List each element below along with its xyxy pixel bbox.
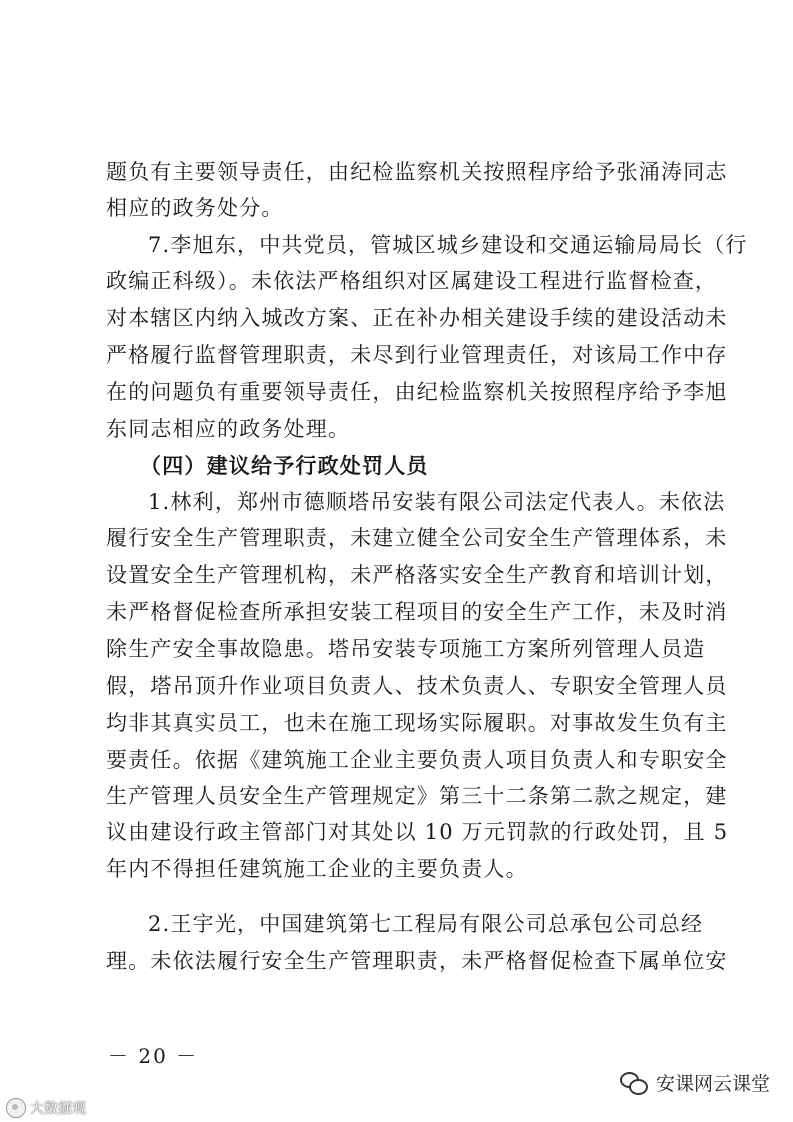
text-line: 未严格督促检查所承担安装工程项目的安全生产工作，未及时消 <box>106 600 728 624</box>
text-line: 相应的政务处分。 <box>106 196 284 220</box>
watermark-left <box>6 1098 86 1118</box>
text-line: 1.林利，郑州市德顺塔吊安装有限公司法定代表人。未依法 <box>148 490 726 514</box>
text-line: 议由建设行政主管部门对其处以 10 万元罚款的行政处罚，且 5 <box>106 820 729 844</box>
text-line: 题负有主要领导责任，由纪检监察机关按照程序给予张涌涛同志 <box>106 160 728 184</box>
watermark-right <box>620 1069 770 1096</box>
text-line: 东同志相应的政务处理。 <box>106 417 351 441</box>
section-heading: （四）建议给予行政处罚人员 <box>140 453 429 478</box>
text-line: 政编正科级）。未依法严格组织对区属建设工程进行监督检查， <box>106 269 718 293</box>
text-line: 要责任。依据《建筑施工企业主要负责人项目负责人和专职安全 <box>106 748 728 772</box>
text-line: 假，塔吊顶升作业项目负责人、技术负责人、专职安全管理人员 <box>106 674 728 698</box>
text-line: 在的问题负有重要领导责任，由纪检监察机关按照程序给予李旭 <box>106 380 728 404</box>
text-line: 严格履行监督管理职责，未尽到行业管理责任，对该局工作中存 <box>106 343 728 367</box>
page-number: － 20 － <box>108 1044 199 1068</box>
watermark-logo-icon <box>6 1098 26 1118</box>
text-line: 对本辖区内纳入城改方案、正在补办相关建设手续的建设活动未 <box>106 306 728 330</box>
text-line: 7.李旭东，中共党员，管城区城乡建设和交通运输局局长（行 <box>148 233 748 257</box>
watermark-left-text: 大数据观 <box>30 1101 86 1117</box>
text-line: 除生产安全事故隐患。塔吊安装专项施工方案所列管理人员造 <box>106 637 706 661</box>
text-line: 生产管理人员安全生产管理规定》第三十二条第二款之规定，建 <box>106 784 728 808</box>
text-line: 年内不得担任建筑施工企业的主要负责人。 <box>106 857 528 881</box>
text-line: 履行安全生产管理职责，未建立健全公司安全生产管理体系，未 <box>106 526 728 550</box>
text-line: 设置安全生产管理机构，未严格落实安全生产教育和培训计划， <box>106 563 728 587</box>
text-line: 理。未依法履行安全生产管理职责，未严格督促检查下属单位安 <box>106 949 728 973</box>
watermark-right-text: 安课网云课堂 <box>656 1073 771 1095</box>
text-line: 均非其真实员工，也未在施工现场实际履职。对事故发生负有主 <box>106 711 728 735</box>
wechat-icon <box>620 1072 648 1094</box>
text-line: 2.王宇光，中国建筑第七工程局有限公司总承包公司总经 <box>148 912 704 936</box>
